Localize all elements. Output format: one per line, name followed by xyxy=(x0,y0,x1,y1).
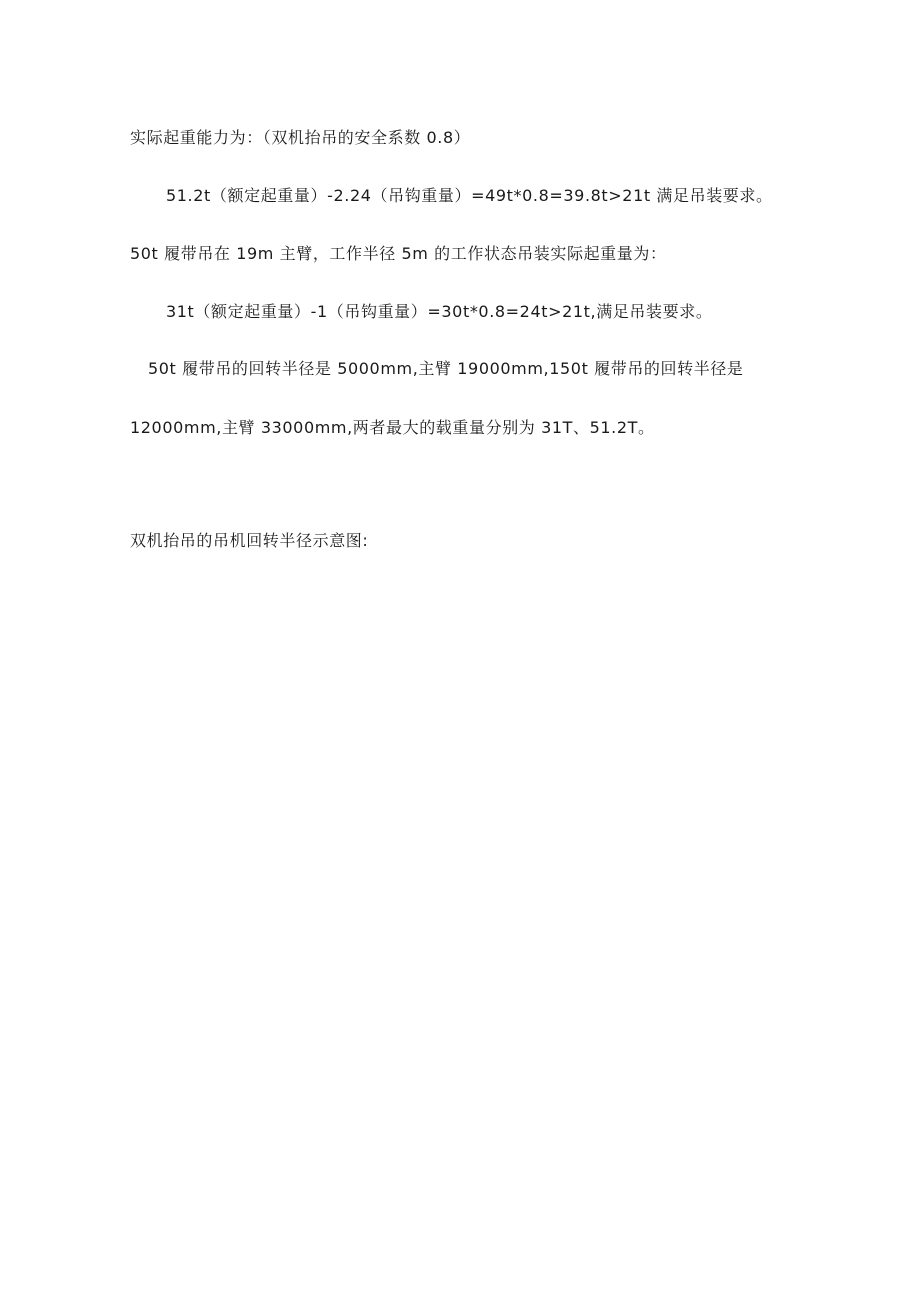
diagram-caption-text: 双机抬吊的吊机回转半径示意图: xyxy=(130,531,369,550)
capacity-calc-150t-text: 51.2t（额定起重量）-2.24（吊钩重量）=49t*0.8=39.8t>21t 满足吊装要求。 xyxy=(166,186,773,205)
crane-50t-condition-text: 50t 履带吊在 19m 主臂，工作半径 5m 的工作状态吊装实际起重量为： xyxy=(130,244,667,263)
radius-summary-line-1: 50t 履带吊的回转半径是 5000mm,主臂 19000mm,150t 履带吊的回转半径是 xyxy=(148,359,744,378)
capacity-intro-text: 实际起重能力为：（双机抬吊的安全系数 0.8） xyxy=(130,128,471,147)
capacity-calc-50t-text: 31t（额定起重量）-1（吊钩重量）=30t*0.8=24t>21t,满足吊装要求。 xyxy=(166,302,713,321)
radius-summary-line-2: 12000mm,主臂 33000mm,两者最大的载重量分别为 31T、51.2T。 xyxy=(130,418,655,437)
